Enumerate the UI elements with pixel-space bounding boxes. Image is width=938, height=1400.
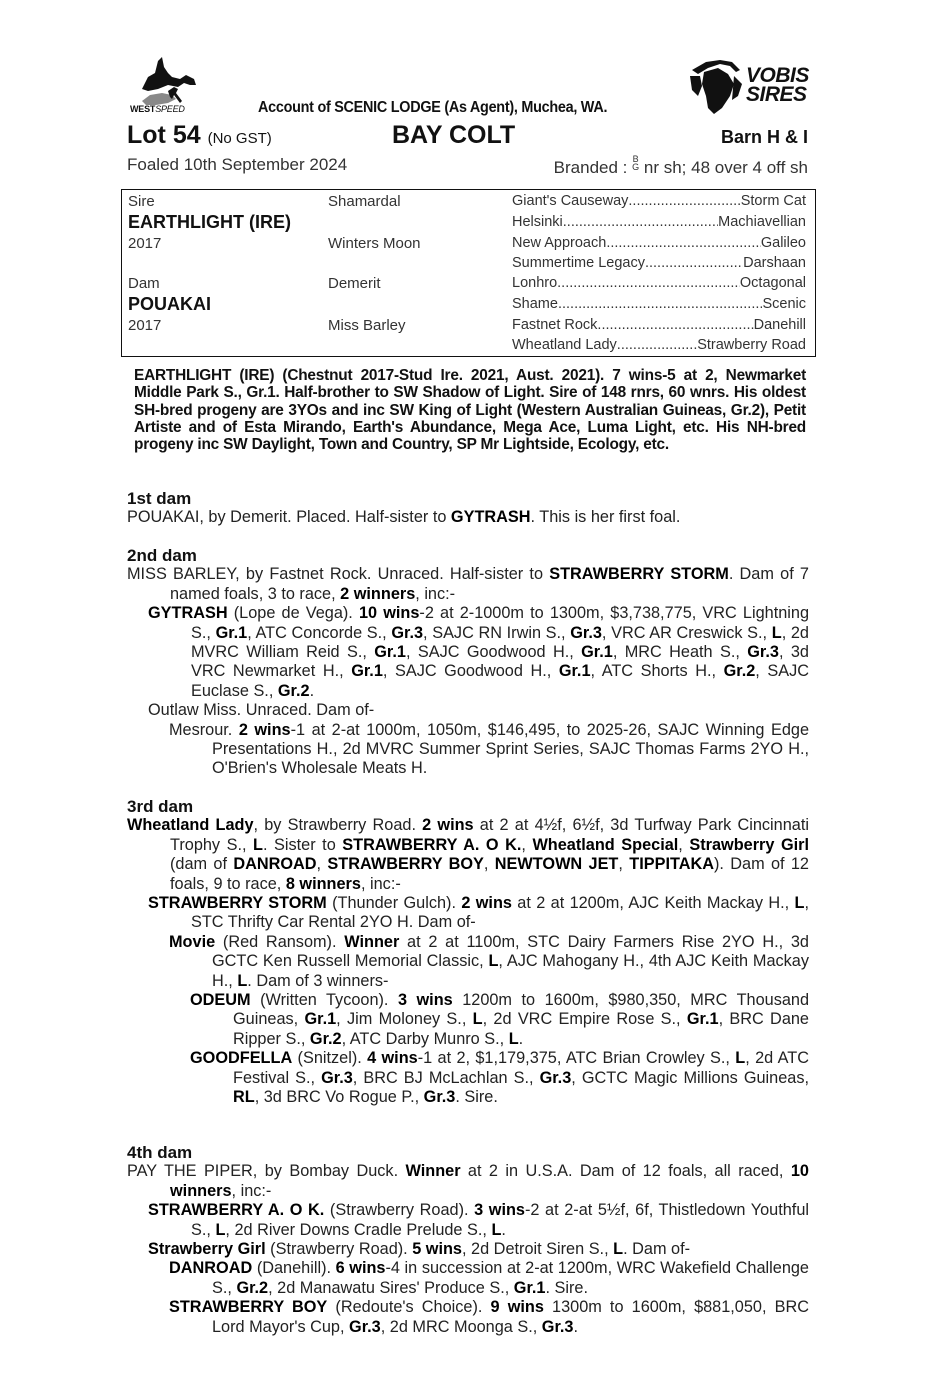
produce-record: GOODFELLA (Snitzel). 4 wins-1 at 2, $1,179,375, ATC Brian Crowley S., L, 2d ATC Festival S., Gr.3, BRC BJ McLachlan S., Gr.3, GCTC Magic Millions Guineas, RL, 3d BRC Vo Rogue P., Gr.3. Sire. [190,1049,809,1107]
grandparent-row: Shame ..... Scenic [512,296,806,312]
brand-info: Branded : B G nr sh; 48 over 4 off sh [553,154,808,177]
sire-sire: Shamardal [328,193,401,210]
produce-record: MISS BARLEY, by Fastnet Rock. Unraced. Half-sister to STRAWBERRY STORM. Dam of 7 named foals, 3 to race, 2 winners, inc:- [127,565,809,603]
grandparent-row: Wheatland Lady ..... Strawberry Road [512,337,806,353]
westspeed-logo-text: WESTSPEED [130,104,185,114]
produce-record: STRAWBERRY A. O K. (Strawberry Road). 3 wins-2 at 2-at 5½f, 6f, Thistledown Youthful S., L, 2d River Downs Cradle Prelude S., L. [148,1201,809,1239]
foaled-date: Foaled 10th September 2024 [127,155,348,174]
grandparent-row: New Approach ..... Galileo [512,235,806,251]
grandparent-row: Giant's Causeway ..... Storm Cat [512,193,806,209]
produce-record: GYTRASH (Lope de Vega). 10 wins-2 at 2-1000m to 1300m, $3,738,775, VRC Lightning S., Gr.1, ATC Concorde S., Gr.3, SAJC RN Irwin S., Gr.3, VRC AR Creswick S., L, 2d MVRC William Reid S., Gr.1, SAJC Goodwood H., Gr.1, MRC Heath S., Gr.3, 3d VRC Newmarket H., Gr.1, SAJC Goodwood H., Gr.1, ATC Shorts H., Gr.2, SAJC Euclase S., Gr.2. [148,604,809,700]
pedigree-table [121,189,816,357]
dam-dam: Miss Barley [328,317,406,334]
dam-heading: 1st dam [127,489,192,508]
grandparent-row: Helsinki ..... Machiavellian [512,214,806,230]
sire-summary: EARTHLIGHT (IRE) (Chestnut 2017-Stud Ire. 2021, Aust. 2021). 7 wins-5 at 2, Newmarket Middle Park S., Gr.1. Half-brother to SW Shadow of Light. Sire of 148 rnrs, 60 wnrs. His oldest SH-bred progeny are 3YOs and inc SW King of Light (Western Australian Guineas, Gr.2), Petit Artiste and of Esta Mirando, Earth's Abundance, Mega Ace, Luma Light, etc. His NH-bred progeny inc SW Daylight, Town and Country, SP Mr Lightside, Ecology, etc. [134,367,806,454]
dam-section-3 [127,797,809,1108]
produce-record: POUAKAI, by Demerit. Placed. Half-sister to GYTRASH. This is her first foal. [127,508,681,527]
dam-heading: 4th dam [127,1143,193,1162]
sire-year: 2017 [128,235,162,252]
sex-colour: BAY COLT [392,121,516,149]
produce-record: DANROAD (Danehill). 6 wins-4 in succession at 2-at 1200m, WRC Wakefield Challenge S., Gr.2, 2d Manawatu Sires' Produce S., Gr.1. Sire. [169,1259,809,1297]
sire-name: EARTHLIGHT (IRE) [128,212,291,232]
dam-heading: 3rd dam [127,797,194,816]
brand-mark: B G [632,154,640,172]
produce-record: Movie (Red Ransom). Winner at 2 at 1100m, STC Dairy Farmers Rise 2YO H., 3d GCTC Ken Russell Memorial Classic, L, AJC Mahogany H., 4th AJC Keith Mackay H., L. Dam of 3 winners- [169,932,809,990]
produce-record: Strawberry Girl (Strawberry Road). 5 wins, 2d Detroit Siren S., L. Dam of- [148,1240,691,1259]
grandparent-row: Lonhro ..... Octagonal [512,275,806,291]
produce-record: Wheatland Lady, by Strawberry Road. 2 wins at 2 at 4½f, 6½f, 3d Turfway Park Cincinnati Trophy S., L. Sister to STRAWBERRY A. O K., Wheatland Special, Strawberry Girl (dam of DANROAD, STRAWBERRY BOY, NEWTOWN JET, TIPPITAKA). Dam of 12 foals, 9 to race, 8 winners, inc:- [127,816,809,893]
lot-number: Lot 54 (No GST) [127,121,272,149]
produce-record: STRAWBERRY STORM (Thunder Gulch). 2 wins at 2 at 1200m, AJC Keith Mackay H., L, STC Thrifty Car Rental 2YO H. Dam of- [148,894,809,932]
dam-heading: 2nd dam [127,546,197,565]
barn-location: Barn H & I [720,127,808,147]
dam-sire: Demerit [328,275,381,292]
dam-label: Dam [128,275,160,292]
dam-year: 2017 [128,317,162,334]
produce-record: Outlaw Miss. Unraced. Dam of- [148,701,375,720]
sire-label: Sire [128,193,155,210]
dam-section-1 [127,489,809,528]
produce-record: Mesrour. 2 wins-1 at 2-at 1000m, 1050m, $146,495, to 2025-26, SAJC Winning Edge Presentations H., 2d MVRC Summer Sprint Series, SAJC Thomas Farms 2YO H., O'Brien's Wholesale Meats H. [169,720,810,778]
grandparent-row: Fastnet Rock ..... Danehill [512,317,806,333]
gst-note: (No GST) [207,130,272,147]
dam-name: POUAKAI [128,294,212,314]
dam-section-2 [127,546,809,779]
produce-record: STRAWBERRY BOY (Redoute's Choice). 9 wins 1300m to 1600m, $881,050, BRC Lord Mayor's Cup, Gr.3, 2d MRC Moonga S., Gr.3. [169,1298,809,1336]
sire-dam: Winters Moon [328,235,421,252]
vendor-account: Account of SCENIC LODGE (As Agent), Muchea, WA. [258,99,608,116]
grandparent-row: Summertime Legacy ..... Darshaan [512,255,806,271]
vobis-sires-logo-text: VOBIS SIRES [746,64,809,106]
dam-section-4 [127,1143,809,1337]
produce-record: ODEUM (Written Tycoon). 3 wins 1200m to 1600m, $980,350, MRC Thousand Guineas, Gr.1, Jim Moloney S., L, 2d VRC Empire Rose S., Gr.1, BRC Dane Ripper S., Gr.2, ATC Darby Munro S., L. [190,991,809,1048]
produce-record: PAY THE PIPER, by Bombay Duck. Winner at 2 in U.S.A. Dam of 12 foals, all raced, 10 winners, inc:- [127,1162,809,1200]
